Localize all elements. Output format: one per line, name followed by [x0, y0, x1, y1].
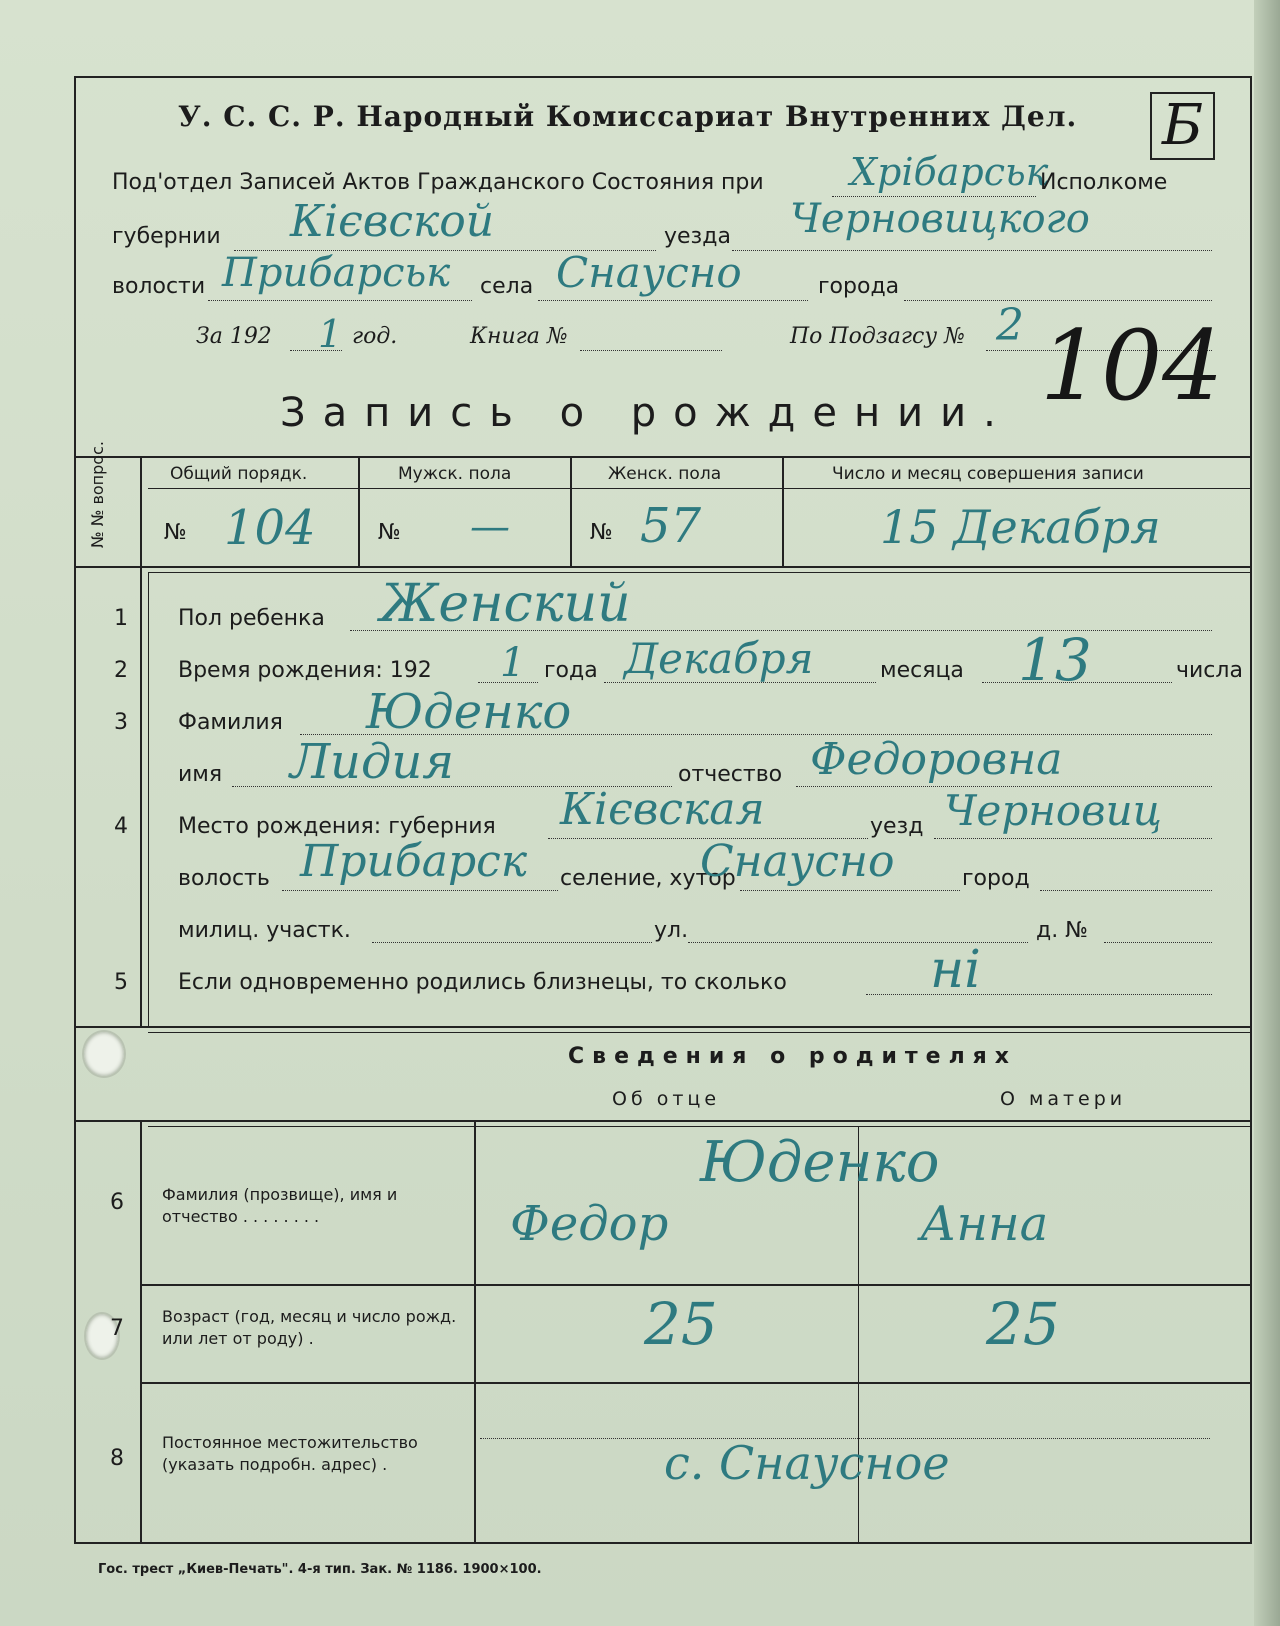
place-label: Место рождения: губерния	[178, 814, 496, 839]
father-name: Федор	[510, 1196, 669, 1252]
father-age: 25	[644, 1290, 718, 1358]
parents-table-top	[74, 1120, 1252, 1122]
top-table-top	[74, 456, 1252, 458]
selenie-line	[740, 890, 960, 891]
mother-header: О матери	[1000, 1088, 1127, 1110]
col-header-total: Общий порядк.	[170, 464, 308, 484]
col-divider-1	[358, 456, 360, 566]
q2-number: 2	[114, 658, 128, 683]
total-prefix: №	[164, 520, 187, 545]
parents-label-divider	[474, 1120, 476, 1544]
d-line	[1104, 942, 1212, 943]
time-year: 1	[500, 640, 526, 686]
volost-child-value: Прибарск	[300, 836, 528, 887]
big-number: 104	[1040, 310, 1224, 422]
female-value: 57	[640, 498, 702, 554]
day-value: 13	[1018, 626, 1092, 694]
name-value: Лидия	[290, 734, 455, 790]
father-residence: с. Снаусное	[664, 1436, 950, 1490]
sex-value: Женский	[380, 574, 631, 634]
uezd-value: Черновицкого	[790, 196, 1090, 242]
selenie-label: селение, хутор	[560, 866, 736, 891]
milits-line	[372, 942, 652, 943]
book-label: Книга №	[470, 324, 568, 349]
podzagsu-value: 2	[996, 300, 1024, 351]
header-row-line	[148, 488, 1252, 489]
twins-label: Если одновременно родились близнецы, то сколько	[178, 970, 787, 995]
volost-child-line	[282, 890, 558, 891]
father-header: Об отце	[612, 1088, 721, 1110]
child-inner-divider	[148, 572, 149, 1026]
month-value: Декабря	[624, 634, 814, 683]
patronymic-value: Федоровна	[810, 734, 1063, 785]
milits-label: милиц. участк.	[178, 918, 351, 943]
child-section-inner-top	[148, 572, 1252, 573]
col-divider-2	[570, 456, 572, 566]
mother-age: 25	[986, 1290, 1060, 1358]
total-value: 104	[224, 500, 316, 556]
place-gub-value: Кієвская	[560, 784, 765, 835]
year-value: 1	[318, 312, 343, 356]
side-label: № № вопрос.	[88, 441, 107, 548]
gorod-child-label: город	[962, 866, 1030, 891]
volost-child-label: волость	[178, 866, 270, 891]
col-header-date: Число и месяц совершения записи	[832, 464, 1144, 484]
q6-number: 6	[110, 1190, 124, 1215]
ul-label: ул.	[654, 918, 689, 943]
corner-mark: Б	[1150, 92, 1215, 160]
subdept-value: Хрібарськ	[850, 150, 1049, 194]
side-divider	[140, 456, 142, 1026]
gorod-label: города	[818, 274, 900, 299]
subdept-label: Под'отдел Записей Актов Гражданского Состояния при	[112, 170, 764, 195]
col-header-male: Мужск. пола	[398, 464, 512, 484]
d-label: д. №	[1036, 918, 1089, 943]
printer-imprint: Гос. трест „Киев-Печать". 4-я тип. Зак. № 1186. 1900×100.	[98, 1562, 542, 1577]
q5-number: 5	[114, 970, 128, 995]
podzagsu-label: По Подзагсу №	[790, 324, 965, 349]
q3-number: 3	[114, 710, 128, 735]
parents-table-inner-top	[148, 1126, 1252, 1127]
parents-title: Сведения о родителях	[568, 1044, 1017, 1069]
gorod-child-line	[1040, 890, 1212, 891]
surname-label: Фамилия	[178, 710, 283, 735]
row6-bottom	[140, 1284, 1252, 1286]
q6-label: Фамилия (прозвище), имя и отчество . . . . . . . .	[162, 1185, 398, 1226]
q7-number: 7	[110, 1316, 124, 1341]
year-prefix: За 192	[196, 324, 272, 349]
q8-number: 8	[110, 1446, 124, 1471]
name-label: имя	[178, 762, 223, 787]
col-header-female: Женск. пола	[608, 464, 722, 484]
q4-number: 4	[114, 814, 128, 839]
q8-label: Постоянное местожительство (указать подробн. адрес) .	[162, 1433, 418, 1474]
selo-line	[538, 300, 808, 301]
ispolkom-label: Исполкоме	[1040, 170, 1168, 195]
volost-label: волости	[112, 274, 206, 299]
surname-value: Юденко	[366, 684, 572, 740]
god-label: года	[544, 658, 598, 683]
gubernia-label: губернии	[112, 224, 221, 249]
place-uezd-value: Черновиц	[944, 786, 1162, 835]
uezd-label: уезда	[664, 224, 731, 249]
parents-side-divider	[140, 1120, 142, 1544]
parents-section-top	[74, 1026, 1252, 1028]
selenie-value: Снаусно	[700, 836, 895, 887]
patronymic-label: отчество	[678, 762, 783, 787]
place-uezd-line	[934, 838, 1212, 839]
page-edge	[1254, 0, 1280, 1626]
mesyatsa-label: месяца	[880, 658, 964, 683]
volost-line	[208, 300, 472, 301]
col-divider-3	[782, 456, 784, 566]
sex-label: Пол ребенка	[178, 606, 325, 631]
mother-name: Анна	[920, 1196, 1049, 1252]
uezd-line	[732, 250, 1212, 251]
twins-value: ні	[930, 940, 981, 1000]
chisla-label: числа	[1176, 658, 1243, 683]
place-uezd-label: уезд	[870, 814, 924, 839]
time-label: Время рождения: 192	[178, 658, 432, 683]
row7-bottom	[140, 1382, 1252, 1384]
selo-label: села	[480, 274, 534, 299]
record-title: Запись о рождении.	[280, 390, 1013, 436]
gorod-line	[904, 300, 1212, 301]
q1-number: 1	[114, 606, 128, 631]
twins-line	[866, 994, 1212, 995]
male-prefix: №	[378, 520, 401, 545]
female-prefix: №	[590, 520, 613, 545]
gubernia-value: Кієвской	[290, 196, 495, 247]
date-value: 15 Декабря	[880, 500, 1161, 554]
top-table-bottom	[74, 566, 1252, 568]
q7-label: Возраст (год, месяц и число рожд. или лет от роду) .	[162, 1307, 457, 1348]
volost-value: Прибарськ	[222, 250, 451, 296]
male-value: —	[470, 504, 510, 550]
year-suffix: год.	[352, 324, 398, 349]
book-line	[580, 350, 722, 351]
selo-value: Снаусно	[556, 248, 742, 297]
parents-section-inner-top	[148, 1032, 1252, 1033]
form-title: У. С. С. Р. Народный Комиссариат Внутренних Дел.	[178, 100, 1078, 133]
shared-surname: Юденко	[700, 1130, 940, 1195]
